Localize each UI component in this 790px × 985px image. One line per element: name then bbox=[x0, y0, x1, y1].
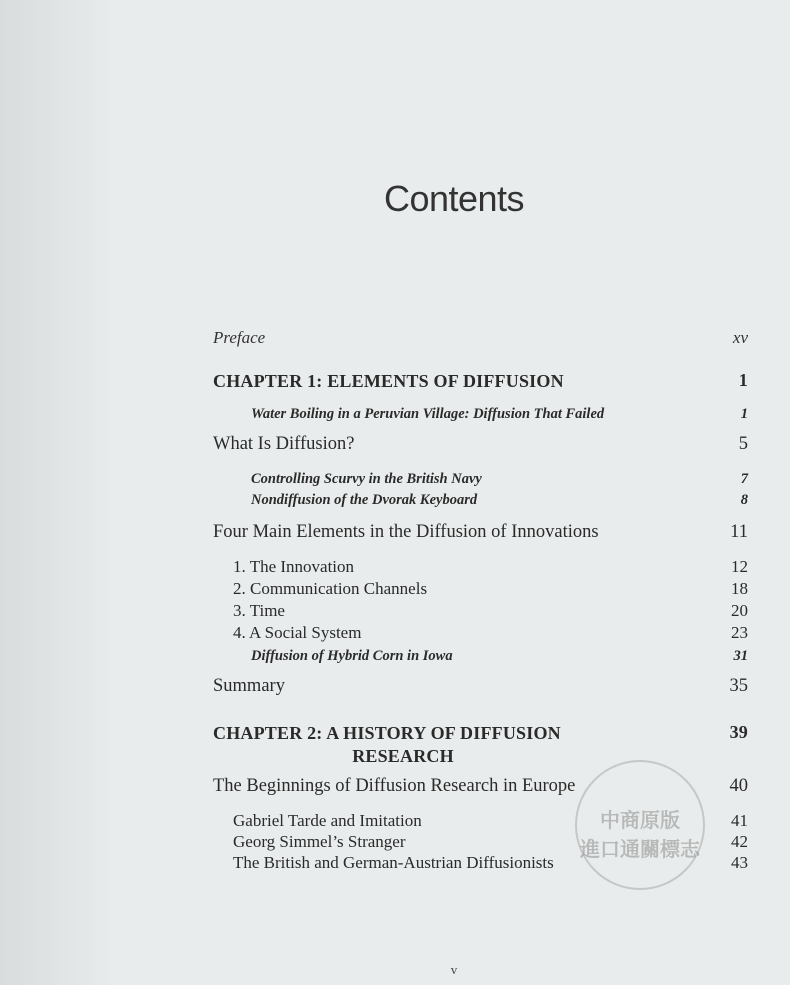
import-seal-watermark bbox=[575, 760, 705, 890]
page-title: Contents bbox=[383, 178, 525, 219]
seal-text-2: 進口通關標志 bbox=[580, 837, 700, 861]
toc-page: 20 bbox=[731, 601, 748, 620]
toc-label: Water Boiling in a Peruvian Village: Diffusion That Failed bbox=[251, 406, 605, 422]
toc-label: Preface bbox=[213, 328, 266, 347]
toc-label: Four Main Elements in the Diffusion of Innovations bbox=[213, 522, 599, 542]
toc-label: 3. Time bbox=[233, 601, 285, 620]
chapter-title-line-1: CHAPTER 2: A HISTORY OF DIFFUSION bbox=[213, 723, 561, 743]
toc-label: The British and German-Austrian Diffusionists bbox=[233, 853, 554, 872]
toc-page: 41 bbox=[731, 811, 748, 830]
toc-page: 42 bbox=[731, 832, 748, 851]
toc-page: 23 bbox=[731, 623, 748, 642]
toc-page: 5 bbox=[738, 434, 748, 454]
toc-page: 11 bbox=[730, 522, 748, 542]
book-spine-shadow bbox=[0, 0, 118, 985]
toc-page: 8 bbox=[740, 492, 748, 508]
toc-page: 1 bbox=[740, 406, 748, 422]
toc-page: 31 bbox=[733, 648, 748, 664]
toc-page: 18 bbox=[731, 579, 748, 598]
toc-label bbox=[213, 722, 693, 768]
toc-page: 1 bbox=[738, 370, 748, 390]
toc-page: 7 bbox=[740, 471, 748, 487]
toc-page: 43 bbox=[731, 853, 748, 872]
toc-label: Gabriel Tarde and Imitation bbox=[233, 811, 422, 830]
chapter-title-line-2: RESEARCH bbox=[352, 746, 454, 766]
toc-page: 40 bbox=[729, 776, 748, 796]
toc-label: Nondiffusion of the Dvorak Keyboard bbox=[251, 492, 478, 508]
toc-label: The Beginnings of Diffusion Research in Europe bbox=[213, 776, 576, 796]
seal-text-1: 中商原版 bbox=[600, 808, 680, 832]
toc-page: 12 bbox=[731, 557, 748, 576]
toc-label: Georg Simmel’s Stranger bbox=[233, 832, 406, 851]
toc-label: Diffusion of Hybrid Corn in Iowa bbox=[251, 648, 453, 664]
toc-label: Controlling Scurvy in the British Navy bbox=[251, 471, 482, 487]
toc-label: CHAPTER 1: ELEMENTS OF DIFFUSION bbox=[213, 371, 564, 391]
page-number: v bbox=[450, 962, 458, 977]
toc-label: 4. A Social System bbox=[233, 623, 362, 642]
toc-page: 35 bbox=[729, 676, 748, 696]
toc-label: What Is Diffusion? bbox=[213, 434, 355, 454]
toc-label: 1. The Innovation bbox=[233, 557, 355, 576]
toc-label: 2. Communication Channels bbox=[233, 579, 428, 598]
toc-page: xv bbox=[732, 328, 748, 347]
toc-page: 39 bbox=[729, 722, 748, 742]
toc-label: Summary bbox=[213, 676, 285, 696]
